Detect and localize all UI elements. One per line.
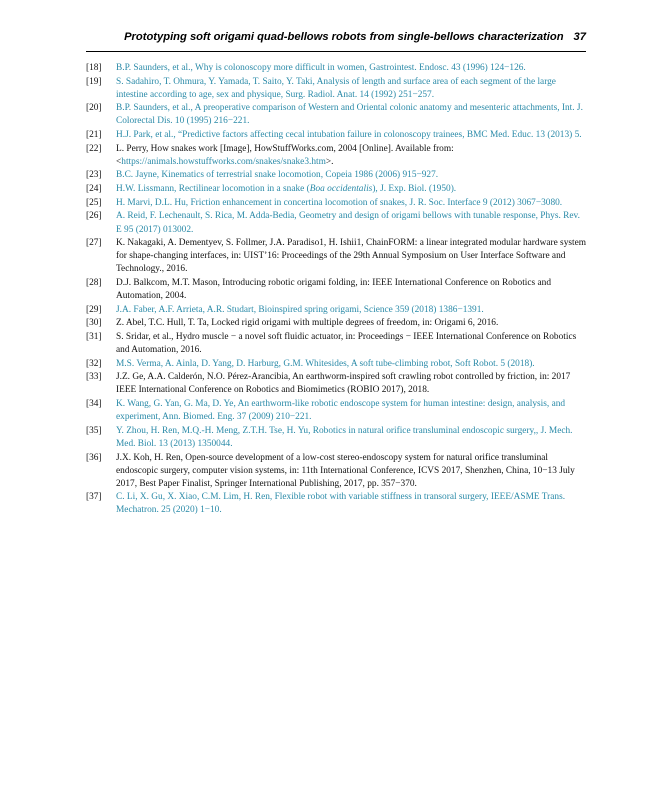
species-name: Boa occidentalis (309, 184, 373, 195)
reference-number: [19] (86, 76, 102, 87)
reference-item[interactable] (86, 425, 586, 451)
reference-item[interactable] (86, 358, 586, 371)
reference-list (86, 62, 586, 518)
reference-number: [35] (86, 425, 102, 436)
reference-number: [34] (86, 399, 102, 410)
reference-item[interactable] (86, 491, 586, 517)
reference-link[interactable]: A. Reid, F. Lechenault, S. Rica, M. Adda-Bedia, Geometry and design of origami bellows with tunable response, Phys. Rev. E 95 (2017) 013002. (116, 211, 580, 235)
reference-item (86, 371, 586, 397)
reference-item (86, 331, 586, 357)
reference-text: D.J. Balkcom, M.T. Mason, Introducing robotic origami folding, in: IEEE International Conference on Robotics and Automation, 2004. (116, 277, 551, 302)
reference-item[interactable] (86, 197, 586, 210)
reference-number: [28] (86, 277, 102, 288)
reference-number: [24] (86, 184, 102, 195)
reference-item (86, 277, 586, 303)
running-header-title: Prototyping soft origami quad-bellows robots from single-bellows characterization (124, 31, 564, 43)
reference-item[interactable] (86, 183, 586, 196)
running-header (86, 31, 586, 47)
reference-number: [33] (86, 372, 102, 383)
header-divider (86, 51, 586, 52)
reference-item (86, 237, 586, 276)
reference-number: [23] (86, 170, 102, 181)
reference-text: S. Sridar, et al., Hydro muscle − a novel soft fluidic actuator, in: Proceedings − IEEE International Conference on Robotics and Automation, 2016. (116, 331, 577, 356)
reference-item (86, 317, 586, 330)
reference-link[interactable]: H.J. Park, et al., “Predictive factors affecting cecal intubation failure in colonoscopy trainees, BMC Med. Educ. 13 (2013) 5. (116, 130, 582, 141)
reference-link[interactable]: S. Sadahiro, T. Ohmura, Y. Yamada, T. Saito, Y. Taki, Analysis of length and surface area of each segment of the large intestine according to age, sex and physique, Surg. Radiol. Anat. 14 (1992) 251−257. (116, 76, 556, 100)
reference-link[interactable]: J.A. Faber, A.F. Arrieta, A.R. Studart, Bioinspired spring origami, Science 359 (2018) 1386−1391. (116, 304, 484, 315)
reference-text: J.Z. Ge, A.A. Calderón, N.O. Pérez-Arancibia, An earthworm-inspired soft crawling robot controlled by friction, in: 2017 IEEE International Conference on Robotics and Biomimetics (ROBIO 2017), 2018. (116, 372, 571, 396)
reference-link[interactable]: B.C. Jayne, Kinematics of terrestrial snake locomotion, Copeia 1986 (2006) 915−927. (116, 170, 439, 181)
reference-number: [32] (86, 358, 102, 369)
reference-link[interactable]: B.P. Saunders, et al., A preoperative comparison of Western and Oriental colonic anatomy and mesenteric attachments, Int. J. Colorectal Dis. 10 (1995) 216−221. (116, 103, 583, 127)
reference-link[interactable]: B.P. Saunders, et al., Why is colonoscopy more difficult in women, Gastrointest. Endosc. 43 (1996) 124−126. (116, 63, 526, 73)
reference-item (86, 452, 586, 491)
reference-text: J.X. Koh, H. Ren, Open-source development of a low-cost stereo-endoscopy system for natural orifice transluminal endoscopic surgery, computer vision systems, in: 11th International Conference, ICVS 2017, Shenzhen, China, 10−13 July 2017, Best Paper Finalist, Springer International Publishing, 2017, pp. 357−370. (116, 452, 575, 489)
reference-number: [22] (86, 143, 102, 154)
reference-item[interactable] (86, 398, 586, 424)
reference-text-part: ), J. Exp. Biol. (1950). (372, 184, 457, 195)
reference-text-part: H.W. Lissmann, Rectilinear locomotion in a snake ( (116, 184, 310, 195)
reference-number: [25] (86, 197, 102, 208)
reference-text-part: >. (325, 156, 334, 167)
reference-number: [36] (86, 452, 102, 463)
reference-link[interactable]: M.S. Verma, A. Ainla, D. Yang, D. Harburg, G.M. Whitesides, A soft tube-climbing robot, Soft Robot. 5 (2018). (116, 358, 535, 369)
reference-item[interactable] (86, 62, 586, 75)
reference-text-part: L. Perry, How snakes work [Image], HowStuffWorks.com, 2004 [Online]. Available from: < (116, 143, 454, 167)
reference-item[interactable] (86, 102, 586, 128)
reference-link[interactable]: Y. Zhou, H. Ren, M.Q.-H. Meng, Z.T.H. Tse, H. Yu, Robotics in natural orifice transluminal endoscopic surgery,, J. Mech. Med. Biol. 13 (2013) 1350044. (116, 425, 573, 449)
page-number: 37 (573, 31, 586, 43)
url-link[interactable]: https://animals.howstuffworks.com/snakes/snake3.htm (121, 156, 326, 167)
reference-text (116, 144, 454, 167)
reference-number: [31] (86, 331, 102, 342)
reference-number: [30] (86, 318, 102, 329)
reference-number: [37] (86, 492, 102, 503)
reference-item[interactable] (86, 76, 586, 102)
reference-text: Z. Abel, T.C. Hull, T. Ta, Locked rigid origami with multiple degrees of freedom, in: Origami 6, 2016. (116, 318, 499, 329)
reference-item[interactable] (86, 304, 586, 317)
reference-number: [21] (86, 130, 102, 141)
reference-number: [20] (86, 103, 102, 114)
reference-item[interactable] (86, 129, 586, 142)
reference-number: [26] (86, 211, 102, 222)
reference-link[interactable]: H. Marvi, D.L. Hu, Friction enhancement in concertina locomotion of snakes, J. R. Soc. Interface 9 (2012) 3067−3080. (116, 197, 563, 208)
reference-number: [29] (86, 304, 102, 315)
reference-item[interactable] (86, 210, 586, 236)
reference-number: [27] (86, 238, 102, 249)
reference-number: [18] (86, 63, 102, 73)
reference-link[interactable] (116, 184, 456, 194)
reference-item (86, 143, 586, 169)
reference-link[interactable]: K. Wang, G. Yan, G. Ma, D. Ye, An earthworm-like robotic endoscope system for human intestine: design, analysis, and experiment, Ann. Biomed. Eng. 37 (2009) 210−221. (116, 399, 566, 423)
reference-text: K. Nakagaki, A. Dementyev, S. Follmer, J.A. Paradiso1, H. Ishii1, ChainFORM: a linear integrated modular hardware system for shape-changing interfaces, in: UIST’16: Proceedings of the 29th Annual Symposium on User Interface Software and Technology., 2016. (116, 238, 587, 275)
reference-item[interactable] (86, 169, 586, 182)
reference-link[interactable]: C. Li, X. Gu, X. Xiao, C.M. Lim, H. Ren, Flexible robot with variable stiffness in transoral surgery, IEEE/ASME Trans. Mechatron. 25 (2020) 1−10. (116, 492, 566, 516)
